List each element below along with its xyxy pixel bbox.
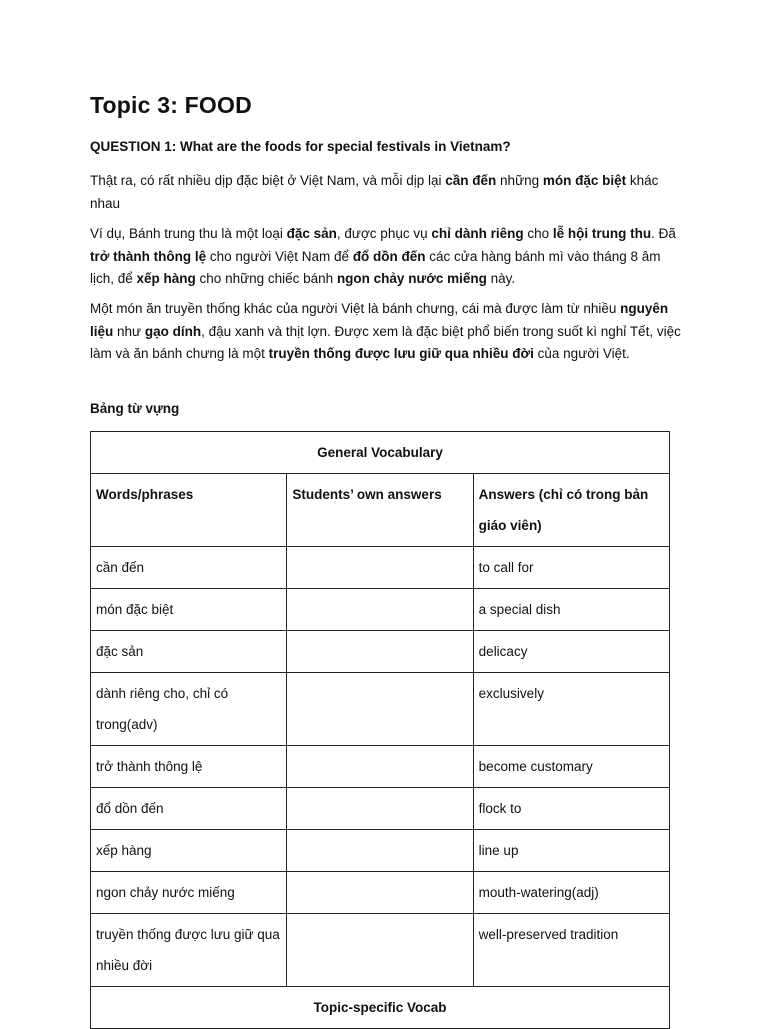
table-row	[91, 589, 670, 631]
column-header-answers: Answers (chỉ có trong bản giáo viên)	[473, 474, 669, 547]
cell-answer: line up	[473, 830, 669, 872]
cell-student-answer	[287, 589, 473, 631]
bold-term: đặc sản	[286, 226, 337, 241]
paragraph-1	[90, 170, 685, 215]
cell-answer: a special dish	[473, 589, 669, 631]
text-run: Thật ra, có rất nhiều dịp đặc biệt ở Việt Nam, và mỗi dịp lại	[90, 173, 446, 188]
text-run: như	[113, 323, 145, 339]
bold-term: chỉ dành riêng	[431, 226, 524, 241]
vocab-heading: Bảng từ vựng	[90, 401, 180, 416]
table-row	[91, 673, 670, 746]
bold-term: món đặc biệt	[542, 173, 627, 188]
section-row-general	[91, 432, 670, 474]
cell-word: cần đến	[91, 547, 287, 589]
bold-term: cần đến	[445, 173, 497, 188]
table-row	[91, 547, 670, 589]
text-run: khác nhau	[90, 173, 659, 211]
section-title-general: General Vocabulary	[91, 432, 670, 474]
bold-term: nguyên liệu	[90, 301, 669, 339]
table-row	[91, 914, 670, 987]
cell-word: trở thành thông lệ	[91, 746, 287, 788]
text-run: . Đã	[651, 226, 676, 241]
text-run: những	[496, 173, 543, 188]
table-row	[91, 830, 670, 872]
cell-student-answer	[287, 914, 473, 987]
section-title-topic: Topic-specific Vocab	[91, 987, 670, 1029]
question-heading: QUESTION 1: What are the foods for special festivals in Vietnam?	[90, 139, 511, 154]
cell-answer: to call for	[473, 547, 669, 589]
cell-student-answer	[287, 788, 473, 830]
text-run: , được phục vụ	[336, 226, 432, 241]
cell-word: xếp hàng	[91, 830, 287, 872]
bold-term: xếp hàng	[136, 271, 196, 286]
cell-student-answer	[287, 746, 473, 788]
text-run: này.	[486, 271, 516, 286]
cell-word: ngon chảy nước miếng	[91, 872, 287, 914]
bold-term: đổ dồn đến	[352, 248, 426, 264]
column-header-words: Words/phrases	[91, 474, 287, 547]
text-run: cho người Việt Nam để	[206, 248, 353, 264]
cell-student-answer	[287, 547, 473, 589]
column-header-students: Students’ own answers	[287, 474, 473, 547]
cell-word: đổ dồn đến	[91, 788, 287, 830]
text-run: , đậu xanh và thịt lợn. Được xem là đặc biệt phổ biến trong suốt kì nghỉ Tết, việc làm và ăn bánh chưng là một	[90, 323, 681, 361]
section-row-topic	[91, 987, 670, 1029]
text-run: cho những chiếc bánh	[195, 271, 337, 286]
cell-word: đặc sản	[91, 631, 287, 673]
bold-term: trở thành thông lệ	[90, 248, 207, 264]
paragraph-2	[90, 223, 685, 291]
cell-word: món đặc biệt	[91, 589, 287, 631]
cell-student-answer	[287, 631, 473, 673]
vocab-table	[90, 431, 670, 1029]
table-row	[91, 872, 670, 914]
cell-word: truyền thống được lưu giữ qua nhiều đời	[91, 914, 287, 987]
cell-word: dành riêng cho, chỉ có trong(adv)	[91, 673, 287, 746]
cell-answer: exclusively	[473, 673, 669, 746]
column-header-row	[91, 474, 670, 547]
cell-student-answer	[287, 830, 473, 872]
cell-answer: become customary	[473, 746, 669, 788]
cell-answer: mouth-watering(adj)	[473, 872, 669, 914]
text-run: cho	[523, 226, 553, 241]
cell-answer: well-preserved tradition	[473, 914, 669, 987]
text-run: Ví dụ, Bánh trung thu là một loại	[90, 226, 287, 241]
text-run: các cửa hàng bánh mì vào tháng 8 âm lịch, để	[90, 248, 661, 286]
cell-answer: flock to	[473, 788, 669, 830]
cell-student-answer	[287, 673, 473, 746]
paragraph-3	[90, 298, 685, 366]
cell-answer: delicacy	[473, 631, 669, 673]
text-run: của người Việt.	[533, 346, 630, 361]
table-row	[91, 631, 670, 673]
text-run: Một món ăn truyền thống khác của người Việt là bánh chưng, cái mà được làm từ nhiều	[90, 301, 621, 316]
bold-term: ngon chảy nước miếng	[336, 271, 487, 286]
bold-term: gạo dính	[144, 323, 202, 339]
table-row	[91, 746, 670, 788]
table-row	[91, 788, 670, 830]
bold-term: lễ hội trung thu	[552, 226, 652, 241]
cell-student-answer	[287, 872, 473, 914]
bold-term: truyền thống được lưu giữ qua nhiều đời	[268, 346, 534, 361]
topic-title: Topic 3: FOOD	[90, 92, 252, 118]
